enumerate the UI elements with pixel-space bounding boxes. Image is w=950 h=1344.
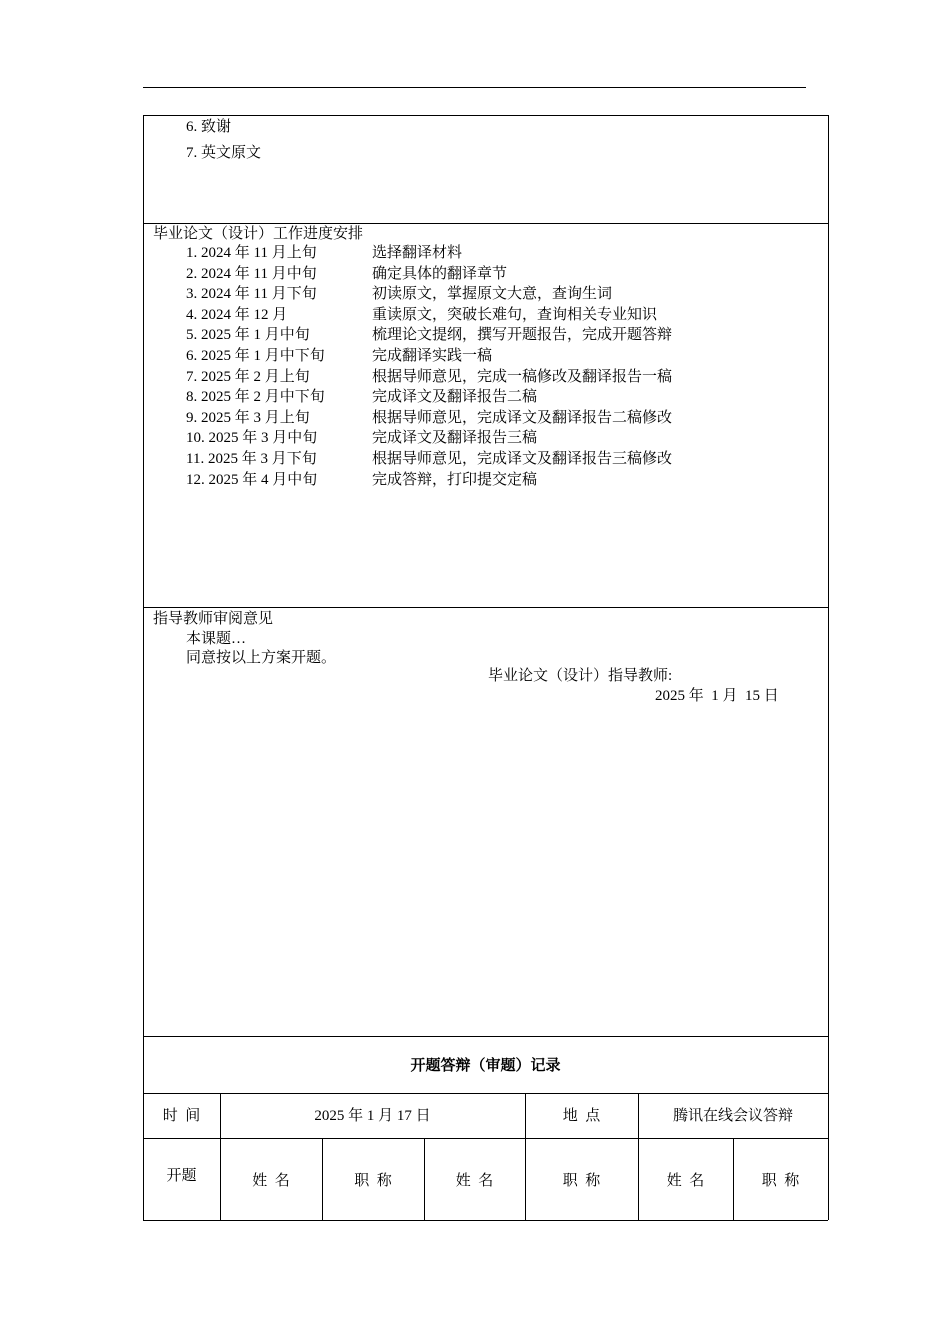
schedule-time: 10. 2025 年 3 月中旬 bbox=[186, 430, 318, 447]
schedule-time: 8. 2025 年 2 月中下旬 bbox=[186, 389, 325, 406]
table-border bbox=[143, 1036, 828, 1037]
table-border bbox=[828, 115, 829, 1220]
schedule-heading: 毕业论文（设计）工作进度安排 bbox=[153, 226, 364, 242]
header-rule bbox=[143, 87, 806, 88]
time-value: 2025 年 1 月 17 日 bbox=[314, 1108, 431, 1124]
schedule-task: 完成译文及翻译报告三稿 bbox=[372, 430, 538, 447]
schedule-time: 7. 2025 年 2 月上旬 bbox=[186, 368, 310, 385]
table-border bbox=[143, 607, 828, 608]
schedule-task: 确定具体的翻译章节 bbox=[372, 265, 508, 282]
schedule-time: 2. 2024 年 11 月中旬 bbox=[186, 265, 317, 282]
schedule-task: 根据导师意见，完成一稿修改及翻译报告一稿 bbox=[372, 368, 673, 385]
contents-item: 7. 英文原文 bbox=[186, 145, 262, 161]
table-border bbox=[143, 1138, 828, 1139]
schedule-time: 3. 2024 年 11 月下旬 bbox=[186, 286, 317, 303]
header-title: 职 称 bbox=[354, 1173, 392, 1189]
header-name: 姓 名 bbox=[455, 1173, 494, 1189]
schedule-task: 根据导师意见，完成译文及翻译报告三稿修改 bbox=[372, 451, 673, 467]
review-heading: 指导教师审阅意见 bbox=[153, 611, 274, 627]
schedule-task: 完成译文及翻译报告二稿 bbox=[372, 389, 538, 406]
time-label: 时 间 bbox=[162, 1108, 201, 1124]
schedule-task: 重读原文，突破长难句，查询相关专业知识 bbox=[372, 306, 658, 323]
header-title: 职 称 bbox=[562, 1173, 601, 1189]
schedule-task: 选择翻译材料 bbox=[372, 245, 463, 261]
schedule-time: 4. 2024 年 12 月 bbox=[186, 306, 288, 323]
table-border bbox=[143, 1220, 828, 1221]
schedule-task: 完成翻译实践一稿 bbox=[372, 348, 493, 364]
schedule-task: 梳理论文提纲，撰写开题报告，完成开题答辩 bbox=[372, 327, 673, 344]
schedule-time: 9. 2025 年 3 月上旬 bbox=[186, 409, 310, 426]
table-border bbox=[143, 1093, 828, 1094]
schedule-task: 完成答辩，打印提交定稿 bbox=[372, 471, 538, 488]
table-border bbox=[143, 115, 144, 1220]
schedule-time: 6. 2025 年 1 月中下旬 bbox=[186, 348, 325, 364]
schedule-task: 初读原文，掌握原文大意，查询生词 bbox=[372, 286, 613, 303]
schedule-task: 根据导师意见，完成译文及翻译报告二稿修改 bbox=[372, 409, 673, 426]
review-text: 同意按以上方案开题。 bbox=[186, 650, 337, 666]
header-name: 姓 名 bbox=[666, 1173, 705, 1189]
schedule-time: 1. 2024 年 11 月上旬 bbox=[186, 245, 317, 261]
row-label: 开题 bbox=[166, 1168, 197, 1184]
header-name: 姓 名 bbox=[252, 1173, 290, 1189]
review-date: 2025 年 1 月 15 日 bbox=[655, 688, 779, 704]
header-title: 职 称 bbox=[761, 1173, 800, 1189]
schedule-time: 11. 2025 年 3 月下旬 bbox=[186, 451, 317, 467]
signature-label: 毕业论文（设计）指导教师: bbox=[488, 668, 673, 684]
contents-item: 6. 致谢 bbox=[186, 119, 232, 135]
place-value: 腾讯在线会议答辩 bbox=[672, 1108, 793, 1124]
schedule-time: 5. 2025 年 1 月中旬 bbox=[186, 327, 310, 344]
table-border bbox=[143, 115, 828, 116]
place-label: 地 点 bbox=[562, 1108, 601, 1124]
defense-title: 开题答辩（审题）记录 bbox=[410, 1058, 561, 1074]
schedule-time: 12. 2025 年 4 月中旬 bbox=[186, 471, 318, 488]
review-text: 本课题… bbox=[186, 631, 247, 647]
